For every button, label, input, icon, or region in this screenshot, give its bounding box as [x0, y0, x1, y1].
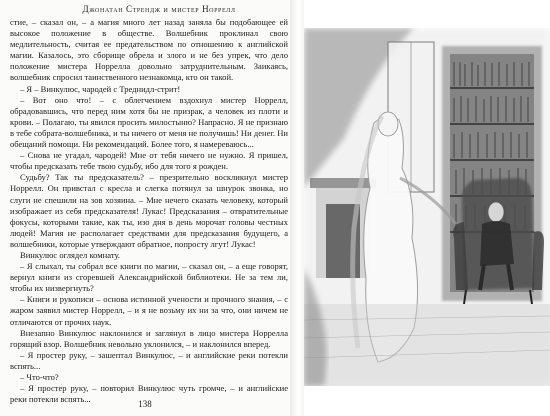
- paragraph: – Я слыхал, ты собрал все книги по магии, – сказал он, – а еще говорят, вернул книги из сгоревшей Александрийской библиотеки. Не за тем ли, чтобы их низвергнуть?: [10, 261, 288, 294]
- running-head: Джонатан Стрендж и мистер Норрелл: [82, 4, 236, 14]
- book-gutter: [290, 0, 304, 416]
- paragraph: Винкулюс оглядел комнату.: [20, 249, 121, 260]
- right-page: [304, 0, 550, 416]
- body-text: [10, 17, 288, 405]
- paragraph: – Что-что?: [20, 372, 59, 382]
- paragraph: – Я простер руку, – повторил Винкулюс чуть громче, – и английские реки потекли вспять...: [10, 383, 288, 405]
- paragraph: – Снова не угадал, чародей! Мне от тебя ничего не нужно. Я пришел, чтобы предсказать тебе твою судьбу, ибо для того я рожден.: [10, 150, 288, 172]
- page-number: 138: [138, 399, 152, 409]
- paragraph: – Я простер руку, – зашептал Винкулюс, – и английские реки потекли вспять...: [10, 349, 288, 371]
- paragraph: – Книги и рукописи – основа истинной учености и прочного знания, – с жаром заявил мистер Норрелл, – и я не возьму их ни за что, они ничем не отличаются от прочих наук.: [10, 294, 288, 327]
- paragraph: стие, – сказал он, – а магия много лет назад заняла бы подобающее ей высокое положение в обществе. Волшебник проклинал свою медлительность, считая ее предательством по отношению к английской магии. Казалось, это сборище обрела и злого и не без упрек, что дело положение мистера Норрелла довольно затруднительным. Заикаясь, волшебник спросил таинственного незнакомца, кто он такой.: [10, 17, 288, 83]
- pencil-illustration: [304, 28, 550, 386]
- paragraph: – Я – Винкулюс, чародей с Треднидл-стрит!: [20, 83, 181, 94]
- armchair: [453, 178, 544, 304]
- paragraph: Внезапно Винкулюс наклонился и заглянул в лицо мистера Норрелла горящий взор. Волшебник невольно уклонился, – и наклонился вперед.: [10, 327, 288, 349]
- paragraph: – Вот оно что! – с облегчением вздохнул мистер Норрелл, обрадовавшись, что перед ним хотя бы не призрак, а человек из плоти и крови. – Полагаю, ты явился просить милостыню? Напрасно. Я не признаю в тебе собрата-волшебника, и ты ничего от меня не получишь! Ни денег. Ни обещаний помощи. Ни рекомендаций. Более того, я намереваюсь...: [10, 94, 288, 150]
- paragraph: Судьбу? Так ты предсказатель? – презрительно воскликнул мистер Норрелл. Он привстал с кресла и слегка потянул за шнурок звонка, но слуги не спешили на зов хозяина. – Мне нечего сказать человеку, который изображает из себя предсказателя! Лукас! Предсказания – отвратительные фокусы, которыми такие, как ты, изо дня в день морочат головы честных людей! Магия не располагает средствами для предсказания будущего, а волшебники, которые утверждают обратное, попросту лгут! Лукас!: [10, 172, 288, 249]
